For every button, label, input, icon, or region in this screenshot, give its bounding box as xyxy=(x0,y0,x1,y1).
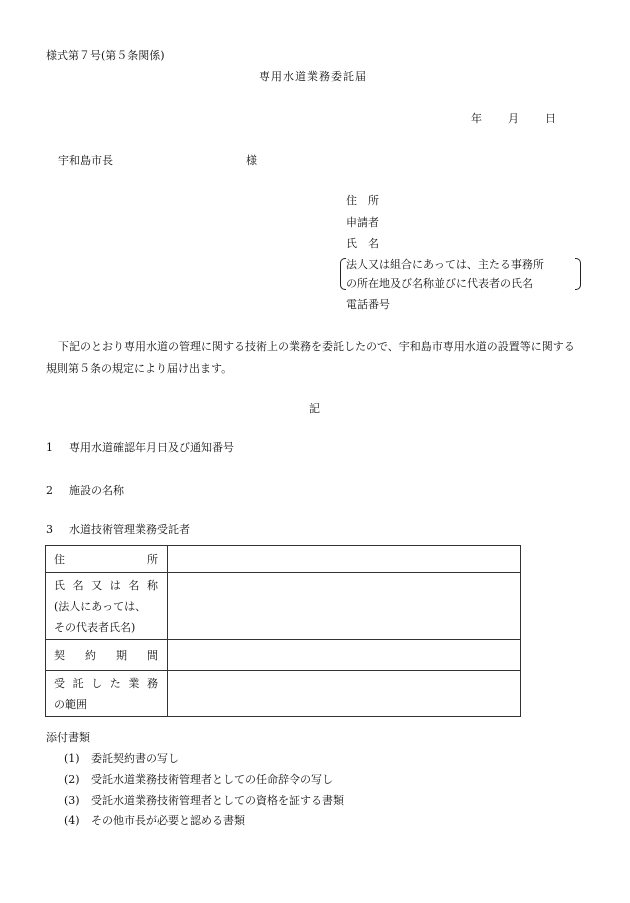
right-bracket xyxy=(575,258,581,290)
scope-label-line2: の範囲 xyxy=(54,697,87,711)
label-char: 託 xyxy=(72,676,84,690)
applicant-address-label: 住 所 xyxy=(346,194,379,207)
name-value-cell[interactable] xyxy=(167,573,520,640)
attachment-label: 受託水道業務技術管理者としての資格を証する書類 xyxy=(91,794,344,807)
attachment-number: (1) xyxy=(64,752,80,765)
label-char: 所 xyxy=(147,552,158,566)
contractor-table xyxy=(45,545,521,717)
attachments-title: 添付書類 xyxy=(46,731,90,744)
label-char: 住 xyxy=(54,552,65,566)
ki-heading: 記 xyxy=(309,402,320,415)
period-label-cell xyxy=(46,640,168,671)
attachment-item xyxy=(64,795,344,806)
applicant-label: 申請者 xyxy=(346,216,379,229)
name-label-cell xyxy=(46,573,168,640)
name-label-line2: (法人にあっては、 xyxy=(54,599,147,613)
label-char: 約 xyxy=(85,648,96,662)
attachment-label: 受託水道業務技術管理者としての任命辞令の写し xyxy=(91,773,333,786)
label-char: し xyxy=(91,676,103,690)
body-text: 下記のとおり専用水道の管理に関する技術上の業務を委託したので、宇和島市専用水道の設置等に関する規則第５条の規定により届け出ます。 xyxy=(46,340,575,375)
date-line xyxy=(471,113,556,124)
label-char: 務 xyxy=(146,676,158,690)
date-year: 年 xyxy=(471,112,482,125)
label-char: 受 xyxy=(54,676,65,690)
applicant-note-line2: の所在地及び名称並びに代表者の氏名 xyxy=(346,277,533,290)
table-row-scope xyxy=(46,671,521,717)
attachment-label: その他市長が必要と認める書類 xyxy=(91,814,245,827)
item-label: 施設の名称 xyxy=(69,484,124,497)
addressee-honorific: 様 xyxy=(246,154,257,167)
table-row-address xyxy=(46,546,521,573)
attachment-number: (4) xyxy=(64,814,80,827)
period-value-cell[interactable] xyxy=(167,640,520,671)
label-char: 氏 xyxy=(54,578,65,592)
label-char: 称 xyxy=(146,578,158,592)
attachment-item xyxy=(64,815,245,826)
addressee-name: 宇和島市長 xyxy=(58,154,113,167)
item-number: 1 xyxy=(46,441,53,454)
address-label-cell xyxy=(46,546,168,573)
item-label: 専用水道確認年月日及び通知番号 xyxy=(69,441,234,454)
scope-label-cell xyxy=(46,671,168,717)
label-char: は xyxy=(109,578,121,592)
label-char: 又 xyxy=(91,578,103,592)
date-day: 日 xyxy=(545,112,556,125)
addressee xyxy=(58,154,257,167)
label-char: 名 xyxy=(128,578,140,592)
label-char: 名 xyxy=(72,578,84,592)
attachment-number: (3) xyxy=(64,794,80,807)
item-facility-name xyxy=(46,485,124,496)
item-label: 水道技術管理業務受託者 xyxy=(69,523,190,536)
document-title: 専用水道業務委託届 xyxy=(259,70,367,83)
applicant-phone-label: 電話番号 xyxy=(346,298,390,311)
item-confirmation-date xyxy=(46,442,234,453)
attachment-item xyxy=(64,774,333,785)
form-number: 様式第７号(第５条関係) xyxy=(46,49,165,62)
table-row-period xyxy=(46,640,521,671)
applicant-name-label: 氏 名 xyxy=(346,237,379,250)
label-char: 間 xyxy=(147,648,158,662)
item-number: 2 xyxy=(46,484,53,497)
table-row-name xyxy=(46,573,521,640)
name-label-line3: その代表者氏名) xyxy=(54,620,136,634)
label-char: 契 xyxy=(54,648,65,662)
label-char: 期 xyxy=(116,648,127,662)
attachment-item xyxy=(64,753,179,764)
attachment-number: (2) xyxy=(64,773,80,786)
scope-value-cell[interactable] xyxy=(167,671,520,717)
date-month: 月 xyxy=(508,112,519,125)
item-contractor xyxy=(46,524,190,535)
attachment-label: 委託契約書の写し xyxy=(91,752,179,765)
address-value-cell[interactable] xyxy=(167,546,520,573)
label-char: た xyxy=(109,676,121,690)
item-number: 3 xyxy=(46,523,53,536)
applicant-note-line1: 法人又は組合にあっては、主たる事務所 xyxy=(346,258,544,271)
label-char: 業 xyxy=(128,676,140,690)
